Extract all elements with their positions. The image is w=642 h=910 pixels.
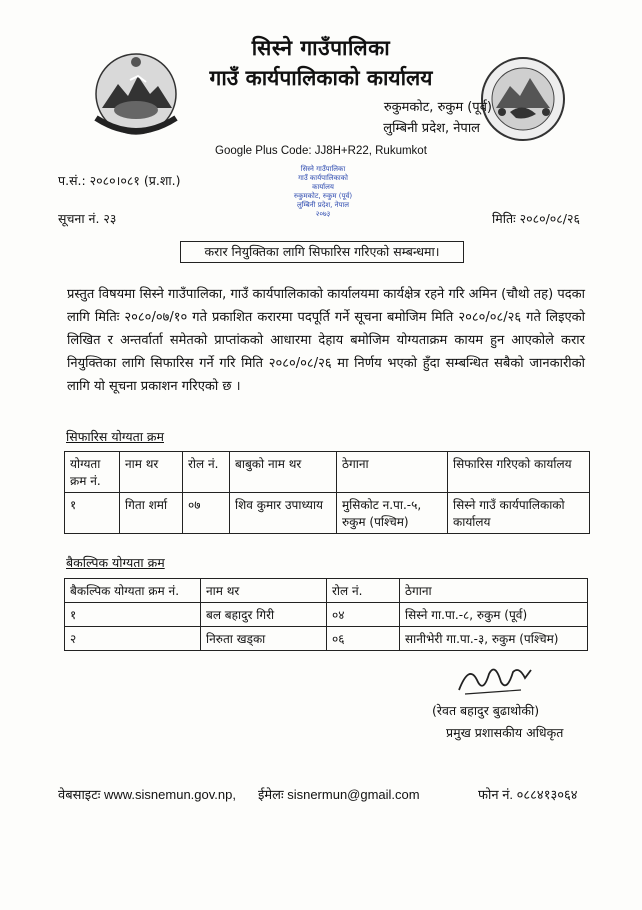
official-stamp [268,165,378,231]
table-cell: गिता शर्मा [120,493,183,534]
table-row [65,493,590,534]
office-name: गाउँ कार्यपालिकाको कार्यालय [209,66,433,90]
column-header: बाबुको नाम थर [230,452,337,493]
table-cell: शिव कुमार उपाध्याय [230,493,337,534]
column-header: रोल नं. [183,452,230,493]
recommended-table [64,451,590,534]
stamp-line: कार्यालय [312,183,334,191]
handwritten-signature [455,660,535,700]
table-row [65,603,588,627]
table-cell: मुसिकोट न.पा.-५, रुकुम (पश्चिम) [337,493,448,534]
stamp-line: २०७३ [315,210,331,218]
table-cell: ०७ [183,493,230,534]
address-line-2: लुम्बिनी प्रदेश, नेपाल [383,121,480,136]
column-header: नाम थर [120,452,183,493]
stamp-line: लुम्बिनी प्रदेश, नेपाल [296,201,350,209]
signatory-name: (रेवत बहादुर बुढाथोकी) [432,703,540,718]
column-header: योग्यता क्रम नं. [65,452,120,493]
table-header-row [65,452,590,493]
table-cell: २ [65,627,201,651]
signatory-designation: प्रमुख प्रशासकीय अधिकृत [446,725,564,740]
stamp-line: गाउँ कार्यपालिकाको [298,174,348,182]
table-cell: सानीभेरी गा.पा.-३, रुकुम (पश्चिम) [400,627,588,651]
stamp-line: सिस्ने गाउँपालिका [300,165,346,173]
column-header: ठेगाना [400,579,588,603]
subject-box: करार नियुक्तिका लागि सिफारिस गरिएको सम्बन्धमा। [180,241,464,263]
table-cell: ०४ [327,603,400,627]
notice-body: प्रस्तुत विषयमा सिस्ने गाउँपालिका, गाउँ कार्यपालिकाको कार्यालयमा कार्यक्षेत्र रहने गरि अमिन (चौथो तह) पदका लागि मितिः २०८०/०७/१० गते प्रकाशित करारमा पदपूर्ति गर्ने सूचना बमोजिम मिति २०८०/०८/२६ गते लिइएको लिखित र अन्तर्वार्ता समेतको प्राप्तांकको आधारमा देहाय बमोजिम योग्यताक्रम कायम हुन आएकोले करार नियुक्तिका लागि सिफारिस गर्ने गरि मिति २०८०/०८/२६ मा निर्णय भएको हुँदा सम्बन्धित सबैको जानकारीको लागि यो सूचना प्रकाशन गरिएको छ । [67,287,585,394]
table-cell: १ [65,493,120,534]
table-header-row [65,579,588,603]
table-cell: सिस्ने गाउँ कार्यपालिकाको कार्यालय [448,493,590,534]
government-emblem-logo [88,48,184,144]
municipality-seal-logo [480,56,566,142]
recommended-section-title: सिफारिस योग्यता क्रम [66,429,164,444]
stamp-line: रुकुमकोट, रुकुम (पूर्व) [293,192,353,200]
table-row [65,627,588,651]
alternate-table [64,578,588,651]
column-header: बैकल्पिक योग्यता क्रम नं. [65,579,201,603]
table-cell: ०६ [327,627,400,651]
footer-website: वेबसाइटः www.sisnemun.gov.np, [58,787,236,802]
column-header: सिफारिस गरिएको कार्यालय [448,452,590,493]
column-header: ठेगाना [337,452,448,493]
alternate-section-title: बैकल्पिक योग्यता क्रम [66,555,165,570]
footer-email: ईमेलः sisnermun@gmail.com [258,787,420,802]
footer-phone: फोन नं. ०८८४१३०६४ [478,787,578,802]
notice-date: मितिः २०८०/०८/२६ [492,211,580,226]
reference-number: प.सं.: २०८०।०८१ (प्र.शा.) [58,173,181,188]
table-cell: १ [65,603,201,627]
column-header: रोल नं. [327,579,400,603]
municipality-name: सिस्ने गाउँपालिका [251,36,391,60]
google-plus-code: Google Plus Code: JJ8H+R22, Rukumkot [215,145,427,157]
table-cell: निरुता खड्का [201,627,327,651]
table-cell: सिस्ने गा.पा.-८, रुकुम (पूर्व) [400,603,588,627]
address-line-1: रुकुमकोट, रुकुम (पूर्व) [383,100,492,115]
notice-number: सूचना नं. २३ [58,211,117,226]
column-header: नाम थर [201,579,327,603]
table-cell: बल बहादुर गिरी [201,603,327,627]
